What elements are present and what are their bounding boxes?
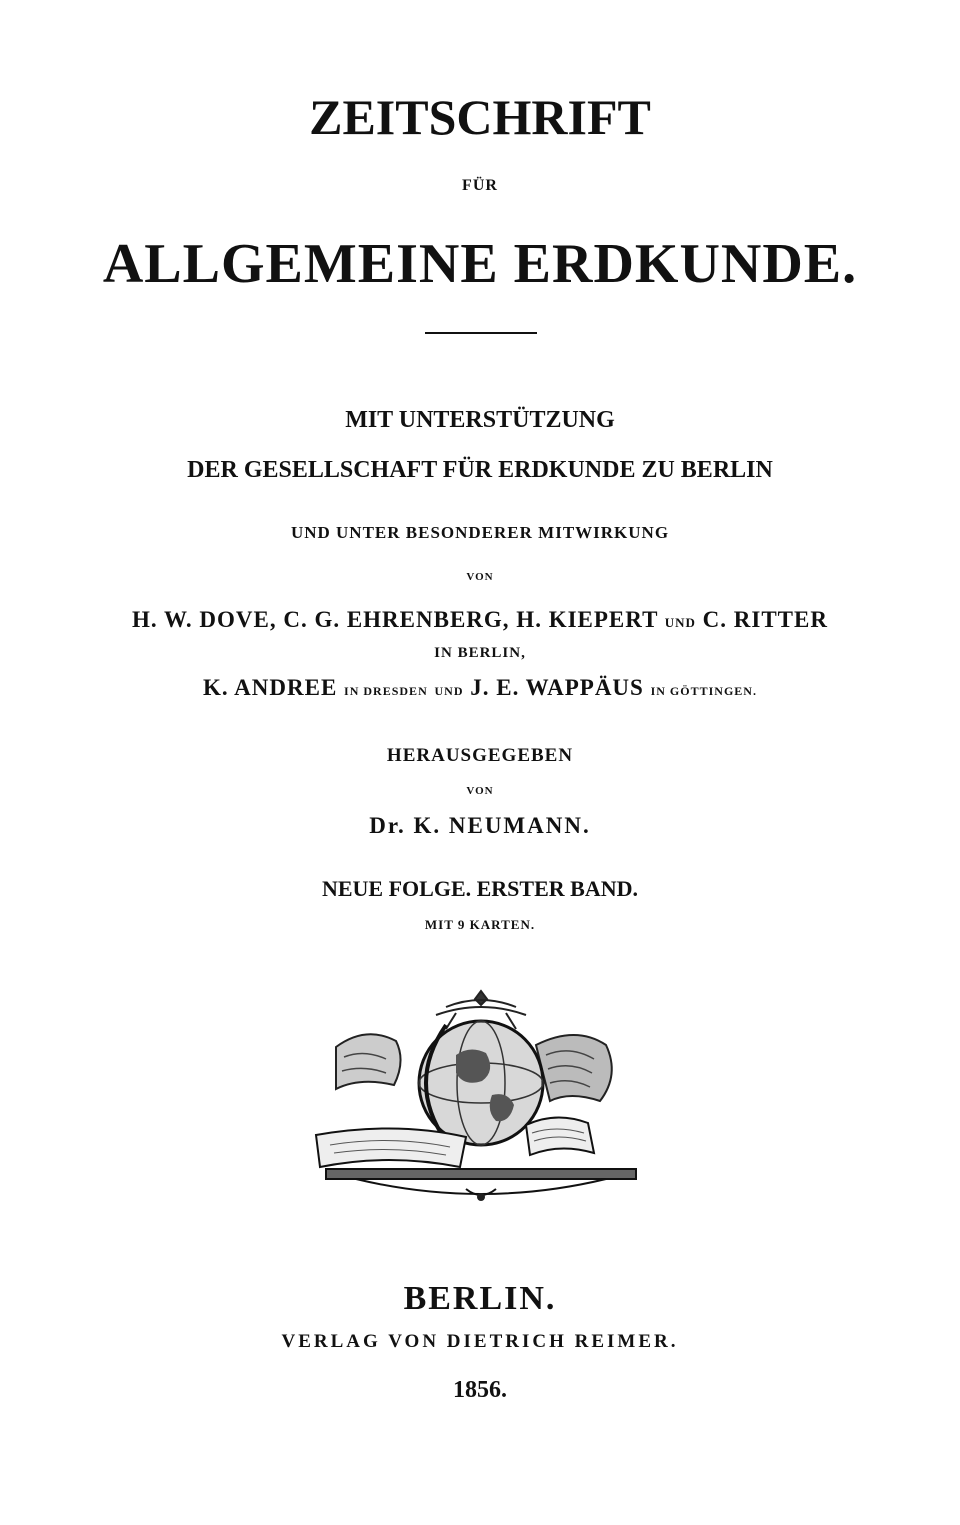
location-goettingen: IN GÖTTINGEN. [650,684,757,698]
contributors-und: UND [664,615,696,630]
contributors-und2: UND [434,684,464,698]
contributor-wappaeus: J. E. WAPPÄUS [470,675,644,700]
contributor-andree: K. ANDREE [203,675,338,700]
journal-title-line1: ZEITSCHRIFT [309,89,651,145]
support-line3: UND UNTER BESONDERER MITWIRKUNG [290,523,670,542]
edition-maps: MIT 9 KARTEN. [424,917,536,932]
von-label-2: VON [466,785,494,797]
contributors-line1 [0,608,960,631]
herausgegeben-label: HERAUSGEGEBEN [386,745,574,766]
editor-name: Dr. K. NEUMANN. [369,813,591,838]
title-divider [425,332,537,334]
contributors-names-a: H. W. DOVE, C. G. EHRENBERG, H. KIEPERT [132,607,658,632]
imprint-publisher: VERLAG VON DIETRICH REIMER. [281,1331,679,1352]
support-line1: MIT UNTERSTÜTZUNG [345,407,615,433]
imprint-year: 1856. [453,1377,507,1403]
location-dresden: IN DRESDEN [344,684,428,698]
contributors-line2 [0,676,960,699]
journal-title-line2: ALLGEMEINE ERDKUNDE. [102,233,858,295]
contributors-names-b: C. RITTER [702,607,828,632]
contributors-location-berlin: IN BERLIN, [434,645,526,661]
von-label: VON [466,571,494,583]
journal-title-connector: FÜR [462,177,498,194]
globe-books-vignette-icon [296,985,666,1205]
support-line2: DER GESELLSCHAFT FÜR ERDKUNDE ZU BERLIN [187,457,773,483]
imprint-city: BERLIN. [403,1280,557,1317]
edition-volume: NEUE FOLGE. ERSTER BAND. [321,876,638,901]
